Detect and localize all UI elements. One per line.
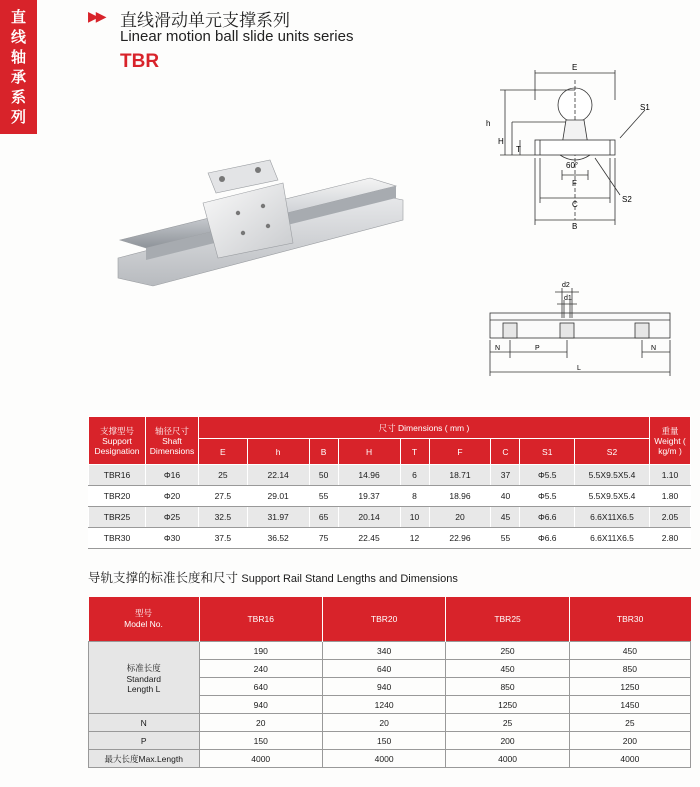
spec-col-header: H [338,439,400,465]
rail-header-model-cn: 型号 [134,608,152,618]
table-cell: 4000 [446,750,569,768]
table-cell: 37 [491,465,520,486]
spec-table [88,416,691,549]
side-view-drawing [485,278,685,383]
table-cell: 240 [199,660,322,678]
table-cell: Φ20 [146,486,199,507]
page-title-en: Linear motion ball slide units series [120,28,354,45]
table-cell: Φ5.5 [520,465,575,486]
side-tab-char: 承 [10,68,26,86]
dim-label-T: T [516,145,521,154]
spec-header-weight [650,417,691,465]
table-cell: 55 [491,528,520,549]
dim-label-P: P [535,345,540,352]
n-label: N [89,714,200,732]
cross-section-drawing [480,60,690,240]
table-cell: 1450 [569,696,690,714]
table-cell: 250 [446,642,569,660]
table-cell: 190 [199,642,322,660]
std-length-label-cn: 标准长度 [126,662,161,673]
table-cell: 6.6X11X6.5 [575,507,650,528]
spec-header-shaft-en: Shaft Dimensions [149,435,195,456]
table-cell: 1.10 [650,465,691,486]
table-cell: 18.96 [429,486,491,507]
spec-header-shaft-cn: 轴径尺寸 [154,425,189,436]
table-cell: 45 [491,507,520,528]
table-cell: 31.97 [247,507,309,528]
table-cell: 36.52 [247,528,309,549]
spec-header-shaft [146,417,199,465]
table-cell: 10 [400,507,429,528]
section-title-cn: 导轨支撑的标准长度和尺寸 [88,570,239,585]
dim-label-L: L [577,365,581,372]
table-row [89,642,691,660]
spec-header-model [89,417,146,465]
table-cell: 18.71 [429,465,491,486]
table-cell: 22.96 [429,528,491,549]
table-cell: 2.80 [650,528,691,549]
spec-header-weight-en: Weight ( kg/m ) [654,435,686,456]
table-cell: 4000 [322,750,445,768]
table-cell: 200 [446,732,569,750]
table-cell: TBR30 [89,528,146,549]
std-length-label-en2: Length L [127,683,161,694]
table-cell: 55 [309,486,338,507]
table-row [89,528,691,549]
dim-label-d1: d1 [564,295,572,302]
table-cell: 12 [400,528,429,549]
side-tab-char: 系 [10,88,26,106]
table-cell: 14.96 [338,465,400,486]
table-cell: 5.5X9.5X5.4 [575,465,650,486]
spec-header-weight-cn: 重量 [661,425,679,436]
table-cell: 37.5 [199,528,248,549]
table-cell: 40 [491,486,520,507]
table-cell: 1240 [322,696,445,714]
table-cell: Φ5.5 [520,486,575,507]
table-cell: 29.01 [247,486,309,507]
table-cell: 4000 [199,750,322,768]
table-cell: 200 [569,732,690,750]
table-cell: TBR25 [89,507,146,528]
dim-label-N2: N [651,345,657,352]
dim-label-C: C [572,200,578,209]
table-cell: 450 [569,642,690,660]
table-row [89,714,691,732]
table-cell: 6 [400,465,429,486]
dim-label-S2: S2 [622,195,632,204]
table-row [89,750,691,768]
table-cell: 25 [199,465,248,486]
table-cell: 1250 [446,696,569,714]
table-cell: 1250 [569,678,690,696]
table-cell: 340 [322,642,445,660]
spec-col-header: T [400,439,429,465]
side-tab-char: 线 [10,28,26,46]
table-row [89,465,691,486]
rail-header-model [89,597,200,642]
section-title-en: Support Rail Stand Lengths and Dimensions [241,573,458,585]
dim-label-S1: S1 [640,103,650,112]
table-cell: 940 [199,696,322,714]
table-row [89,486,691,507]
table-cell: 20.14 [338,507,400,528]
page-title-cn: 直线滑动单元支撑系列 [120,11,290,31]
table-cell: 20 [322,714,445,732]
std-length-label [89,642,200,714]
spec-col-header: F [429,439,491,465]
table-cell: Φ25 [146,507,199,528]
header-arrows-icon: ▶▶ [88,8,104,24]
table-cell: Φ16 [146,465,199,486]
table-cell: 850 [446,678,569,696]
rail-col-header: TBR30 [569,597,690,642]
table-cell: Φ6.6 [520,528,575,549]
rail-col-header: TBR25 [446,597,569,642]
table-cell: Φ30 [146,528,199,549]
dim-label-N: N [495,345,501,352]
spec-col-header: C [491,439,520,465]
rail-col-header: TBR16 [199,597,322,642]
spec-col-header: h [247,439,309,465]
table-cell: 8 [400,486,429,507]
table-row [89,507,691,528]
std-length-label-en1: Standard [126,673,161,684]
table-cell: 75 [309,528,338,549]
table-cell: 940 [322,678,445,696]
product-image [108,148,408,288]
side-tab-char: 列 [10,108,26,126]
dim-label-H: H [498,137,504,146]
side-tab-char: 直 [10,8,26,26]
table-cell: 850 [569,660,690,678]
table-cell: 4000 [569,750,690,768]
dim-label-E: E [572,63,578,72]
table-row [89,732,691,750]
table-cell: 22.14 [247,465,309,486]
dim-label-F: F [572,179,577,188]
dim-label-d2: d2 [562,282,570,289]
table-cell: 640 [322,660,445,678]
spec-col-header: B [309,439,338,465]
spec-col-header: S1 [520,439,575,465]
table-cell: 25 [569,714,690,732]
spec-header-dimensions: 尺寸 Dimensions ( mm ) [199,417,650,439]
table-cell: 27.5 [199,486,248,507]
side-tab [0,0,37,134]
table-cell: Φ6.6 [520,507,575,528]
table-cell: 20 [429,507,491,528]
table-cell: 5.5X9.5X5.4 [575,486,650,507]
table-cell: 20 [199,714,322,732]
table-cell: 150 [322,732,445,750]
model-code: TBR [120,51,160,72]
side-tab-char: 轴 [10,48,26,66]
table-cell: 6.6X11X6.5 [575,528,650,549]
dim-label-angle: 60° [566,161,579,170]
spec-header-model-cn: 支撑型号 [99,425,134,436]
max-length-label: 最大长度Max.Length [89,750,200,768]
table-cell: 19.37 [338,486,400,507]
rail-table [88,597,691,768]
table-cell: 50 [309,465,338,486]
rail-header-model-en: Model No. [124,619,163,629]
spec-col-header: S2 [575,439,650,465]
section-title [88,568,458,586]
dim-label-B: B [572,222,578,231]
spec-header-model-en: Support Designation [94,435,140,456]
table-cell: 450 [446,660,569,678]
table-cell: 22.45 [338,528,400,549]
table-cell: 1.80 [650,486,691,507]
table-cell: 640 [199,678,322,696]
dim-label-h: h [486,119,491,128]
p-label: P [89,732,200,750]
spec-col-header: E [199,439,248,465]
table-cell: TBR16 [89,465,146,486]
table-cell: TBR20 [89,486,146,507]
table-cell: 65 [309,507,338,528]
table-cell: 32.5 [199,507,248,528]
table-cell: 25 [446,714,569,732]
rail-col-header: TBR20 [322,597,445,642]
table-cell: 150 [199,732,322,750]
table-cell: 2.05 [650,507,691,528]
